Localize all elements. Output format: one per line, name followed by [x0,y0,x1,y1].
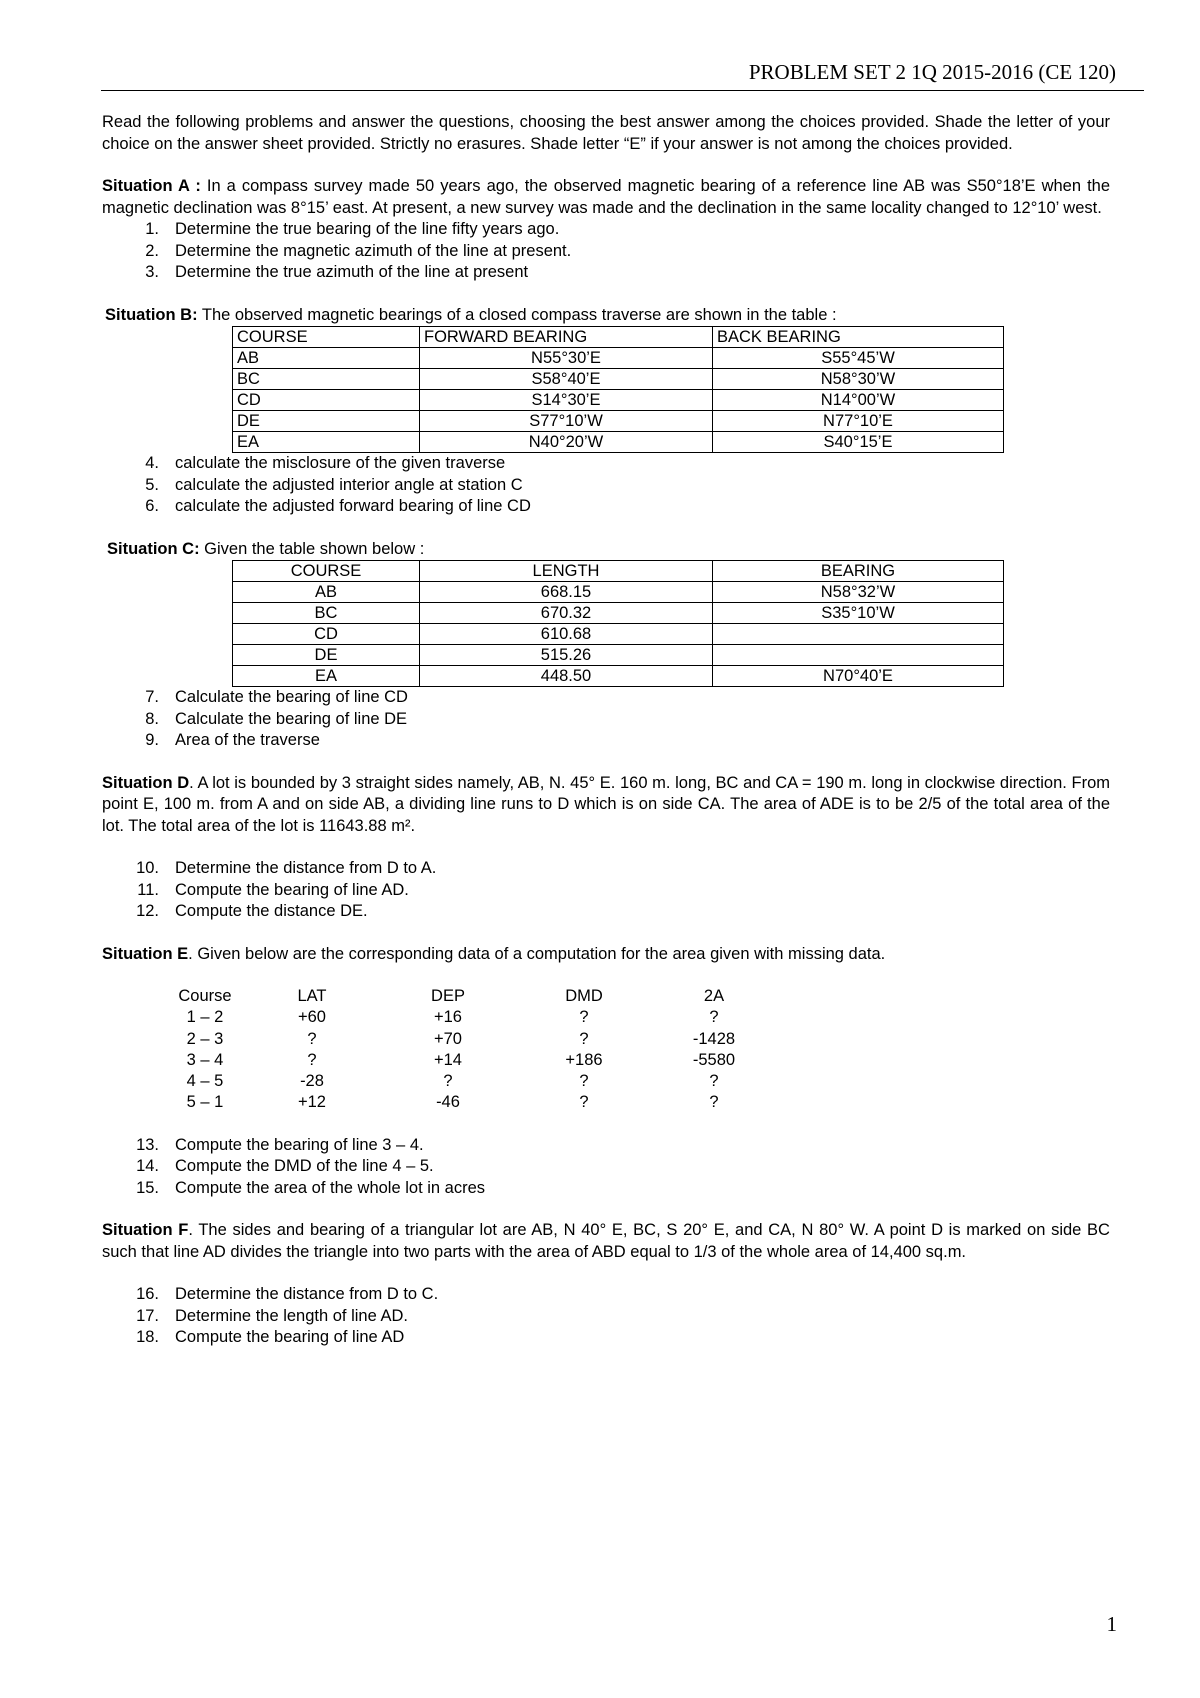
situation-d-questions [102,858,1110,923]
situation-f-paragraph [102,1220,1110,1263]
question-number: 10. [136,859,159,877]
question-item [102,219,1110,241]
table-cell: ? [307,1050,317,1069]
situation-b-text: The observed magnetic bearings of a closed compass traverse are shown in the table : [197,305,837,324]
page-number: 1 [1106,1612,1117,1636]
table-row [233,645,1004,666]
table-cell: N14°00’W [713,390,1004,411]
table-cell: DE [233,645,420,666]
table-cell: +16 [434,1008,462,1027]
table-cell: 670.32 [420,603,713,624]
question-item [102,1135,1110,1157]
table-cell: CD [233,624,420,645]
table-cell: N58°32’W [713,582,1004,603]
question-number: 14. [136,1157,159,1176]
table-cell: ? [709,1072,719,1091]
situation-a-label: Situation A : [102,177,201,195]
table-cell: CD [233,390,420,411]
table-row [233,411,1004,432]
question-text: Compute the distance DE. [175,902,368,920]
situation-e-questions [102,1135,1110,1200]
instructions: Read the following problems and answer the questions, choosing the best answer among the choices provided. Shade the letter of your choice on the answer sheet provided. Strictly no erasures. Shade letter “E” if your answer is not among the choices provided. [102,113,1110,153]
question-text: Determine the true bearing of the line fifty years ago. [175,220,560,238]
question-text: Calculate the bearing of line CD [175,688,408,706]
table-cell: S14°30’E [420,390,713,411]
situation-f-questions [102,1284,1110,1349]
question-item [102,1327,1110,1349]
table-cell: S55°45’W [713,348,1004,369]
situation-c-table [232,560,1004,687]
situation-c-text: Given the table shown below : [199,539,425,558]
table-row [173,1007,769,1028]
table-cell [713,645,1004,666]
table-cell: N70°40’E [713,666,1004,687]
table-cell: +70 [434,1029,462,1048]
situation-e-text: . Given below are the corresponding data of a computation for the area given with missing data. [188,944,886,963]
document-body [102,112,1110,1349]
table-cell: ? [307,1029,317,1048]
question-number: 16. [136,1285,159,1304]
table-cell: 2 – 3 [186,1029,224,1048]
question-number: 3. [145,263,159,281]
question-text: Area of the traverse [175,731,320,749]
table-row [233,624,1004,645]
question-text: Determine the distance from D to C. [175,1285,439,1304]
table-cell: N58°30’W [713,369,1004,390]
situation-c-paragraph [102,539,1110,561]
question-number: 13. [136,1135,159,1154]
table-cell: BC [233,603,420,624]
table-row [173,1029,769,1050]
table-cell: +12 [298,1093,326,1112]
table-row [233,348,1004,369]
question-number: 11. [137,880,159,899]
question-item [102,1284,1110,1306]
question-number: 9. [145,731,159,749]
table-header-cell: LAT [297,987,327,1005]
question-text: Compute the bearing of line AD. [175,880,409,899]
question-number: 15. [136,1178,159,1197]
question-number: 12. [136,902,159,920]
question-item [102,880,1110,902]
table-row [233,666,1004,687]
table-cell: 448.50 [420,666,713,687]
table-cell: 515.26 [420,645,713,666]
table-row [233,390,1004,411]
situation-b-table [232,326,1004,453]
situation-a-text: In a compass survey made 50 years ago, the observed magnetic bearing of a reference line AB was S50°18’E when the magnetic declination was 8°15’ east. At present, a new survey was made and the declination in the same locality changed to 12°10’ west. [102,177,1111,217]
table-cell: EA [233,432,420,453]
table-row [173,1071,769,1092]
question-number: 7. [145,688,159,706]
question-text: calculate the misclosure of the given traverse [175,454,506,472]
table-cell: S40°15’E [713,432,1004,453]
table-cell: -46 [436,1093,460,1112]
question-text: Determine the distance from D to A. [175,859,437,877]
table-cell: ? [579,1093,589,1112]
situation-e-label: Situation E [102,944,189,963]
question-number: 2. [145,241,159,260]
table-cell: AB [233,582,420,603]
table-cell: ? [709,1093,719,1112]
table-cell: 1 – 2 [186,1008,224,1027]
situation-b-label: Situation B: [105,305,198,324]
question-item [102,475,1110,497]
table-cell: -5580 [692,1050,736,1069]
table-cell: N55°30’E [420,348,713,369]
table-cell: ? [579,1029,589,1048]
question-text: Determine the length of line AD. [175,1306,408,1325]
table-header-cell: DMD [565,987,603,1005]
question-item [102,709,1110,731]
question-item [102,1156,1110,1178]
question-item [102,858,1110,880]
table-row [173,1092,769,1113]
question-text: Compute the DMD of the line 4 – 5. [175,1157,434,1176]
table-cell: -1428 [692,1029,736,1048]
table-cell: S77°10’W [420,411,713,432]
situation-a-questions [102,219,1110,284]
table-header-cell: 2A [703,987,725,1005]
question-item [102,453,1110,475]
table-cell: 4 – 5 [186,1072,224,1091]
table-header-row [233,561,1004,582]
table-header-cell: LENGTH [420,561,713,582]
situation-f-label: Situation F [102,1221,189,1240]
question-item [102,1178,1110,1200]
question-number: 1. [145,220,159,238]
table-row [233,432,1004,453]
table-cell: ? [443,1072,453,1091]
situation-e-paragraph [102,944,1110,966]
table-header-cell: COURSE [233,327,420,348]
table-header-row [233,327,1004,348]
table-cell: +14 [434,1050,462,1069]
table-cell: DE [233,411,420,432]
question-number: 5. [145,475,159,494]
question-text: Compute the area of the whole lot in acres [175,1178,486,1197]
table-cell: EA [233,666,420,687]
question-item [102,262,1110,284]
table-cell: 3 – 4 [186,1050,224,1069]
table-cell: +60 [298,1008,326,1027]
question-item [102,730,1110,752]
table-cell: ? [579,1072,589,1091]
page-header [101,58,1144,91]
question-text: Compute the bearing of line 3 – 4. [175,1135,424,1154]
situation-f-text: . The sides and bearing of a triangular lot are AB, N 40° E, BC, S 20° E, and CA, N 80° W. A point D is marked on side BC such that line AD divides the triangle into two parts with the area of ABD equal to 1/3 of the whole area of 14,400 sq.m. [102,1221,1110,1261]
table-cell [713,624,1004,645]
table-cell: AB [233,348,420,369]
question-number: 6. [145,497,159,515]
situation-b-paragraph [102,305,1110,327]
table-cell: +186 [565,1050,603,1069]
table-header-cell: FORWARD BEARING [420,327,713,348]
question-item [102,496,1110,518]
table-cell: BC [233,369,420,390]
question-item [102,901,1110,923]
table-cell: ? [709,1008,719,1027]
table-cell: N77°10’E [713,411,1004,432]
table-header-cell: BEARING [713,561,1004,582]
question-text: Compute the bearing of line AD [175,1328,405,1347]
question-number: 8. [145,709,159,728]
table-row [173,1050,769,1071]
table-cell: 610.68 [420,624,713,645]
situation-d-label: Situation D [102,773,190,792]
table-header-row [173,986,769,1007]
table-header-cell: COURSE [233,561,420,582]
table-cell: N40°20’W [420,432,713,453]
table-header-cell: BACK BEARING [713,327,1004,348]
question-number: 18. [136,1328,159,1347]
situation-e-table [173,986,769,1114]
table-header-cell: DEP [431,987,465,1005]
question-text: calculate the adjusted interior angle at station C [175,475,523,494]
question-text: Determine the true azimuth of the line at present [175,263,529,281]
table-cell: S35°10’W [713,603,1004,624]
situation-c-label: Situation C: [107,539,200,558]
question-text: calculate the adjusted forward bearing of line CD [175,497,531,515]
question-text: Calculate the bearing of line DE [175,709,408,728]
page-title: PROBLEM SET 2 1Q 2015-2016 (CE 120) [748,60,1116,84]
table-cell: 5 – 1 [186,1093,224,1112]
question-item [102,687,1110,709]
question-text: Determine the magnetic azimuth of the line at present. [175,241,572,260]
table-row [233,582,1004,603]
table-cell: 668.15 [420,582,713,603]
table-header-cell: Course [178,987,232,1005]
question-item [102,241,1110,263]
table-cell: S58°40’E [420,369,713,390]
situation-c-questions [102,687,1110,752]
table-cell: -28 [300,1072,324,1091]
situation-a-paragraph [102,176,1110,219]
situation-d-text: . A lot is bounded by 3 straight sides namely, AB, N. 45° E. 160 m. long, BC and CA = 190 m. long in clockwise direction. From point E, 100 m. from A and on side AB, a dividing line runs to D which is on side CA. The area of ADE is to be 2/5 of the total area of the lot. The total area of the lot is 11643.88 m². [102,773,1110,835]
question-number: 4. [145,454,159,472]
question-item [102,1306,1110,1328]
question-number: 17. [136,1306,159,1325]
table-row [233,603,1004,624]
table-row [233,369,1004,390]
situation-b-questions [102,453,1110,518]
table-cell: ? [579,1008,589,1027]
situation-d-paragraph [102,773,1110,838]
